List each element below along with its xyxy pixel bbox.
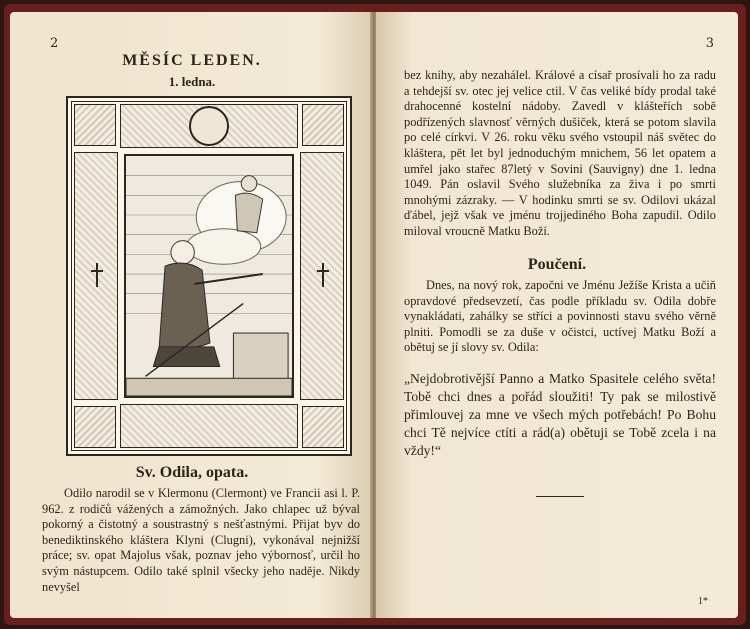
kneeling-saint-illustration xyxy=(124,154,294,398)
saint-caption: Sv. Odila, opata. xyxy=(135,464,249,481)
left-ornament-column xyxy=(74,152,118,400)
lesson-heading: Poučení. xyxy=(527,256,587,273)
left-page xyxy=(10,12,374,618)
biography-text: Odilo narodil se v Klermonu (Clermont) ve Francii asi l. P. 962. z rodičů vážených a zámožných. Jako chlapec už býval pokorný a čistotný a soustrastný s nešťastnými. Přijat byv do benediktinského kláštera Klyni (Clugni), vykonával nejnižší práce; sv. opat Majolus však, poznav jeho výbornosť, určil ho svým nástupcem. Odilo také splnil všecky jeho naděje. Nikdy nevyšel xyxy=(42,486,360,594)
bottom-ornament-band xyxy=(120,404,298,448)
left-page-number: 2 xyxy=(50,36,59,51)
right-page xyxy=(376,12,738,618)
open-book xyxy=(4,4,746,625)
corner-ornament xyxy=(74,406,116,448)
corner-ornament xyxy=(302,406,344,448)
signature-mark: 1* xyxy=(698,596,708,607)
biography-continuation: bez knihy, aby nezahálel. Králové a císař prosívali ho za radu a tehdejší sv. otec jej velice ctil. V čas veliké bídy prodal také drahocenné kostelní nádoby. Zavedl v klášteřích sobě podřízených slavnosť věrných dušiček, která se potom slavila po celé církvi. V 26. roku věku svého vstoupil náš světec do kláštera, pět let byl jednoduchým mnichem, 56 let opatem a umřel jako stařec 87letý v Sovini (Sauvigny) dne 1. ledna 1049. Pán oslavil Svého služebníka za živa i po smrti mnohými zázraky. — V hodinku smrti se sv. Odilovi ukázal ďábel, jejž však ve jménu trojjediného Boha zapudil. Odilo miloval vroucně Matku Boží. xyxy=(404,68,716,238)
right-ornament-column xyxy=(300,152,344,400)
cross-icon xyxy=(91,263,103,287)
prayer-text: „Nejdobrotivější Panno a Matko Spasitele celého světa! Tobě chci dnes a pořád sloužiti! Ty pak se milostivě přimlouvej za mne ve všech mých potřebách! Po Bohu chci Tě nejvíce ctíti a rád(a) obětuji se Tobě zcela i na vždy!“ xyxy=(404,371,716,458)
month-heading: MĚSÍC LEDEN. xyxy=(122,52,262,69)
section-divider xyxy=(536,496,584,497)
corner-ornament xyxy=(74,104,116,146)
lesson-text: Dnes, na nový rok, započni ve Jménu Ježíše Krista a učiň opravdové předsevzetí, čas podle příkladu sv. Odila dobře vynakládati, zahálky se stříci a povinnosti stavu svého věrně plniti. Pomodli se za duše v očistci, uctívej Matku Boží a obětuj se jí slovy sv. Odila: xyxy=(404,278,716,355)
cross-icon xyxy=(317,263,329,287)
saint-engraving xyxy=(66,96,352,456)
date-heading: 1. ledna. xyxy=(168,74,216,89)
corner-ornament xyxy=(302,104,344,146)
right-page-number: 3 xyxy=(705,36,714,51)
christ-medallion-icon xyxy=(189,106,229,146)
